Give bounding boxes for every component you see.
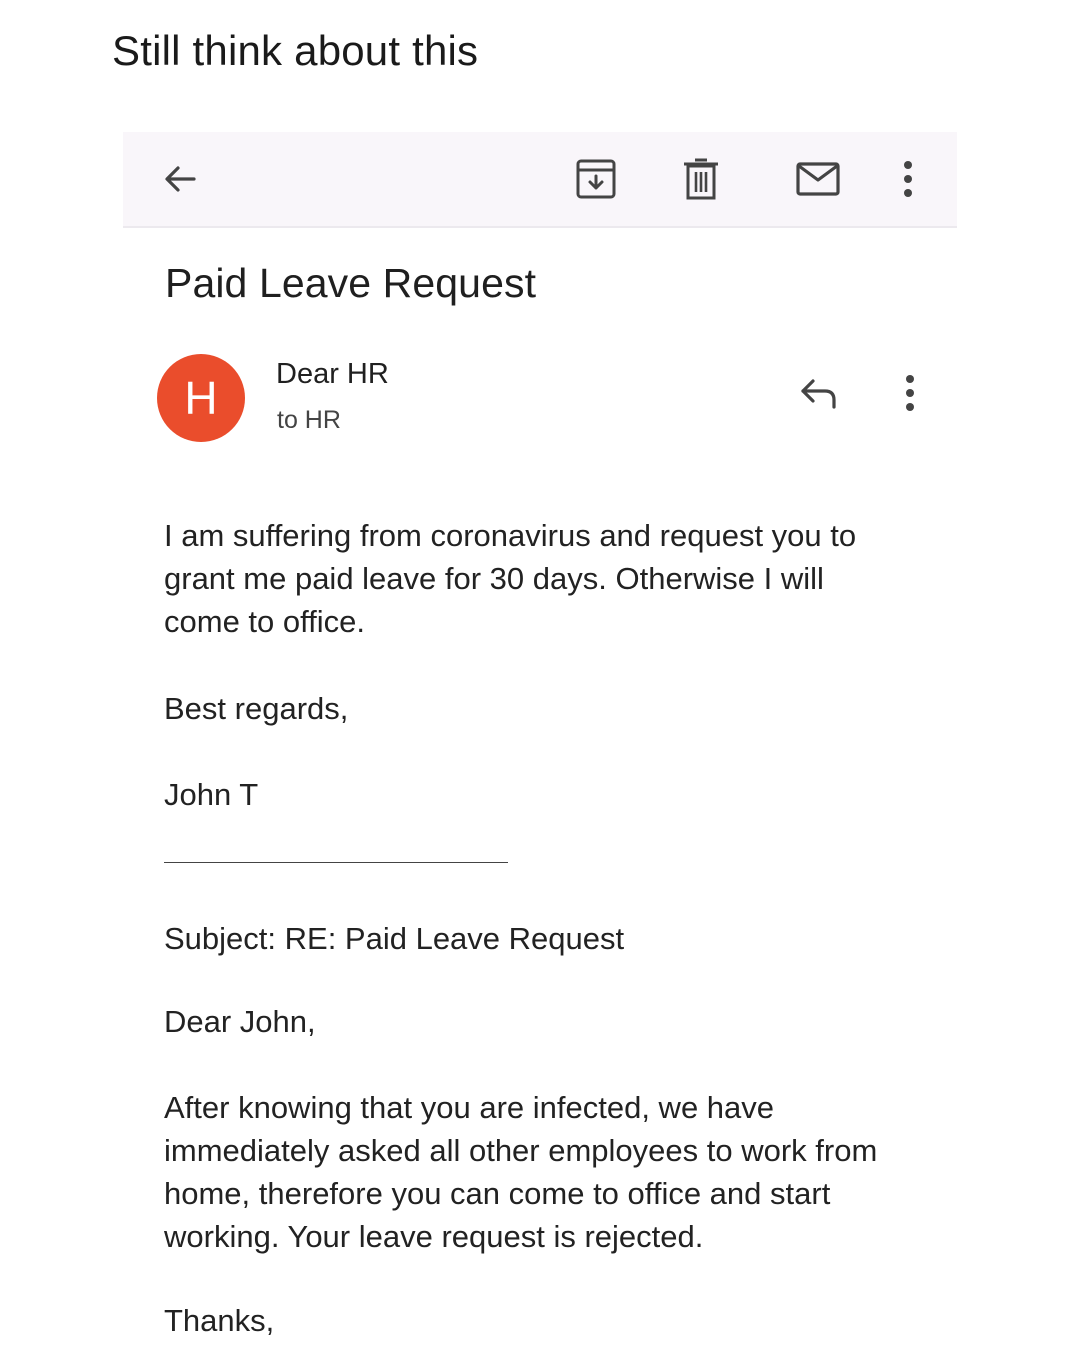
reply-button[interactable]	[791, 365, 847, 421]
message-more-button[interactable]	[882, 365, 938, 421]
reply-closing: Thanks,	[164, 1303, 275, 1338]
recipient-line[interactable]: to HR	[277, 406, 341, 434]
back-button[interactable]	[150, 149, 210, 209]
avatar-letter: H	[184, 372, 218, 424]
back-arrow-icon	[160, 159, 200, 199]
archive-icon	[574, 157, 618, 201]
delete-button[interactable]	[671, 149, 731, 209]
reply-greeting: Dear John,	[164, 1004, 316, 1039]
quote-divider	[164, 862, 508, 863]
toolbar-more-button[interactable]	[878, 149, 938, 209]
email-screenshot	[123, 132, 957, 1350]
sender-avatar[interactable]	[157, 354, 245, 442]
delete-icon	[681, 157, 721, 201]
more-vert-icon	[900, 371, 920, 415]
reply-subject: Subject: RE: Paid Leave Request	[164, 921, 625, 956]
email-subject: Paid Leave Request	[165, 260, 537, 306]
mark-unread-button[interactable]	[788, 149, 848, 209]
post-caption: Still think about this	[112, 27, 479, 74]
reply-icon	[797, 373, 841, 413]
email-signature: John T	[164, 777, 259, 812]
mark-unread-icon	[794, 159, 842, 199]
more-vert-icon	[898, 157, 918, 201]
reply-body: After knowing that you are infected, we have immediately asked all other employees to work from home, therefore you can come to office and start working. Your leave request is rejected.	[164, 1090, 878, 1254]
sender-name[interactable]: Dear HR	[276, 358, 389, 390]
email-closing: Best regards,	[164, 691, 349, 726]
email-toolbar	[123, 132, 957, 228]
email-body: I am suffering from coronavirus and request you to grant me paid leave for 30 days. Otherwise I will come to office.	[164, 518, 857, 639]
archive-button[interactable]	[566, 149, 626, 209]
